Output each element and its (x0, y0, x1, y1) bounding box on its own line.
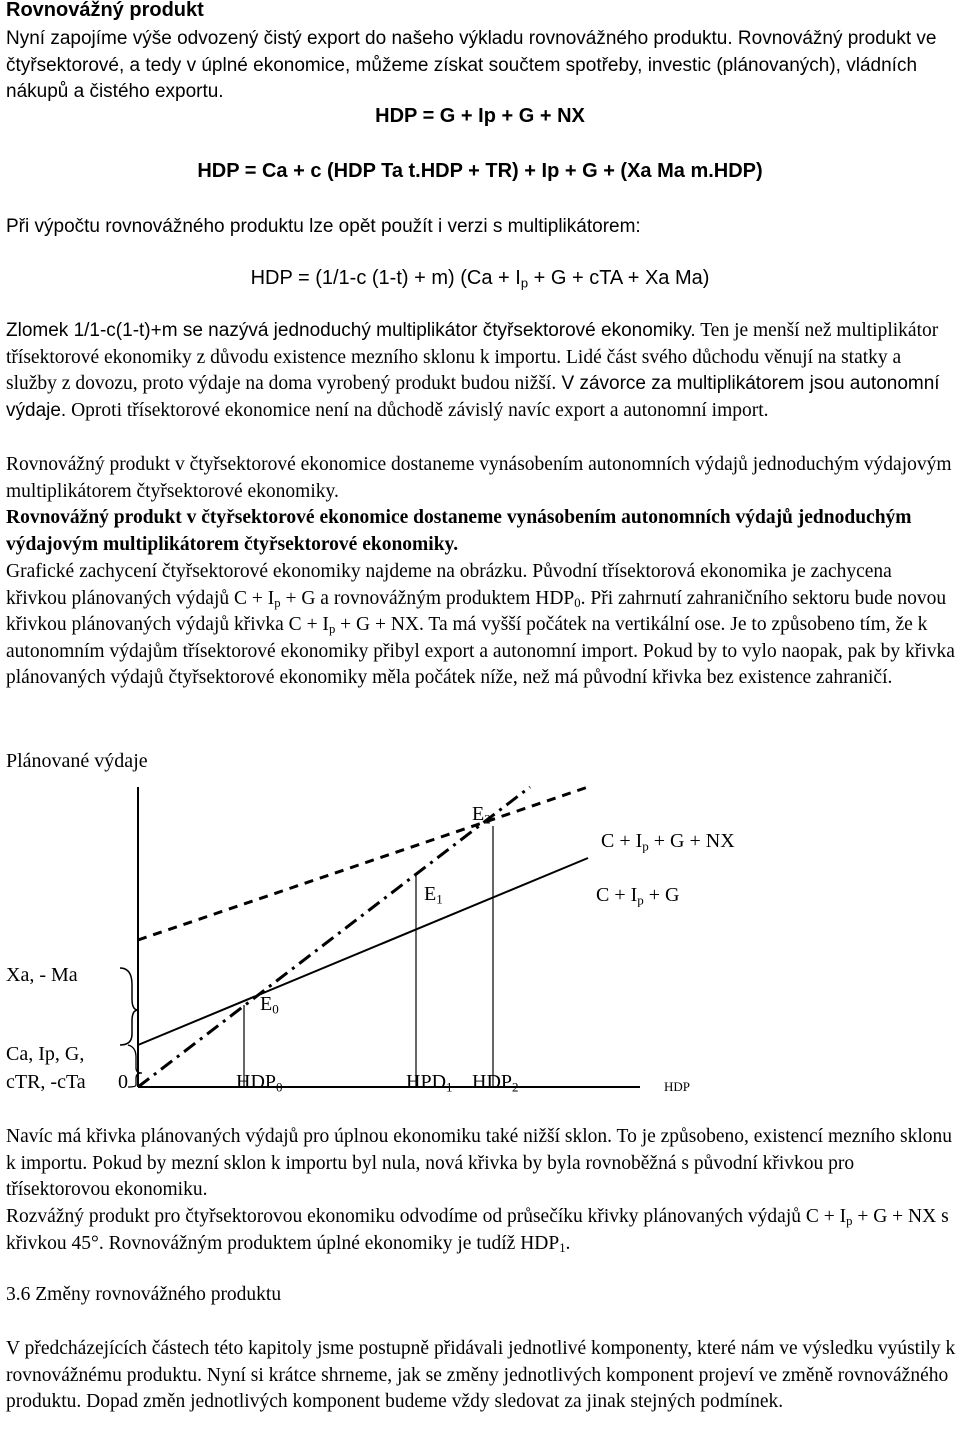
text-run: HPD (406, 1071, 447, 1093)
text-run: Lidé část svého důchodu věnují na statky a služby z dovozu, proto výdaje na doma vyrobený produkt budou nižší. (6, 346, 902, 394)
text-run: Rozvážný produkt pro čtyřsektorovou ekonomiku odvodíme od průsečíku křivky plánovaných výdajů C + I (6, 1206, 847, 1227)
text-run: Navíc má křivka plánovaných výdajů pro úplnou ekonomiku také nižší sklon. (6, 1126, 612, 1147)
text-run: HDP (472, 1071, 513, 1093)
subscript: 2 (484, 811, 491, 827)
text-run: . (565, 1232, 571, 1254)
subscript: 2 (512, 1079, 519, 1095)
point-e1-label (424, 883, 443, 906)
subscript: p (642, 838, 649, 854)
subscript: 0 (574, 595, 581, 610)
text-run: C + I (601, 830, 643, 852)
text-run: Pokud by to vylo naopak, pak by křivka plánovaných výdajů čtyřsektorové ekonomiky měla počátek níže, než má původní křivka bez existence zahraničí. (6, 640, 955, 688)
point-letter: E (424, 883, 437, 905)
x-tick-hpd1 (406, 1071, 453, 1094)
equilibrium-derivation-paragraph (6, 1204, 956, 1257)
section-heading: 3.6 Změny rovnovážného produktu (6, 1284, 282, 1305)
subscript: 0 (272, 1001, 279, 1017)
subscript: p (846, 1214, 853, 1229)
subscript: p (274, 595, 281, 610)
point-e2-label (472, 803, 491, 826)
text-run: V závorce za multiplikátorem jsou autonomní výdaje. (6, 373, 940, 421)
diagram-x-label: HDP (664, 1079, 691, 1094)
origin-label: 0 (118, 1071, 128, 1093)
text-run: + G + NX (648, 830, 735, 852)
text-run: To je způsobeno, existencí mezního sklonu k importu. (6, 1126, 953, 1174)
final-paragraph: V předcházejících částech této kapitoly jsme postupně přidávali jednotlivé komponenty, které nám ve výsledku vyústily k rovnovážnému produktu. Nyní si krátce shrneme, jak se změny jednotlivých komponent projeví ve změně rovnovážného produktu. Dopad změn jednotlivých komponent budeme vždy sledovat za jinak stejných podmínek. (6, 1338, 956, 1412)
text-run: + G + NX. (335, 614, 424, 635)
intro-paragraph: Nyní zapojíme výše odvozený čistý export do našeho výkladu rovnovážného produktu. Rovnovážný produkt ve čtyřsektorové, a tedy v úplné ekonomice, můžeme získat součtem spotřeby, investic (plánovaných), vládních nákupů a čistého exportu. (6, 28, 937, 102)
multiplier-intro-paragraph: Při výpočtu rovnovážného produktu lze opět použít i verzi s multiplikátorem: (6, 216, 641, 237)
equilibrium-paragraph-bold: Rovnovážný produkt v čtyřsektorové ekonomice dostaneme vynásobením autonomních výdajů jednoduchým výdajovým multiplikátorem čtyřsektorové ekonomiky. (6, 507, 912, 555)
section-title: Rovnovážný produkt (6, 0, 204, 21)
text-run: . (580, 587, 586, 609)
text-run: + G + NX s křivkou 45°. (6, 1206, 949, 1254)
curve-c-ip-g-nx-label (601, 830, 735, 853)
text-run: Pokud by mezní sklon k importu byl nula, nová křivka by byla rovnoběžná s původní křivkou pro třísektorovou ekonomiku. (6, 1152, 855, 1200)
text-run: HDP (236, 1071, 277, 1093)
text-run: Je to způsobeno tím, že k autonomním výdajům třísektorové ekonomiky přibyl export a autonomní import. (6, 614, 928, 662)
equilibrium-paragraph: Rovnovážný produkt v čtyřsektorové ekonomice dostaneme vynásobením autonomních výdajů jednoduchým výdajovým multiplikátorem čtyřsektorové ekonomiky. (6, 454, 952, 502)
point-letter: E (472, 803, 485, 825)
text-run: Zlomek 1/1-c(1-t)+m se nazývá jednoduchý multiplikátor čtyřsektorové ekonomiky. (6, 320, 696, 341)
line-45-degree (138, 787, 530, 1087)
x-tick-hdp0 (236, 1071, 283, 1094)
subscript: p (637, 892, 644, 908)
curve-c-ip-g (138, 858, 588, 1045)
equation-hdp-sum: HDP = G + Ip + G + NX (375, 105, 585, 127)
subscript: 1 (436, 891, 443, 907)
subscript: p (328, 622, 336, 637)
brace-autonomous-label-1: Ca, Ip, G, (6, 1043, 85, 1065)
text-run: C + I (596, 884, 638, 906)
equation-multiplier-part: + G + cTA + Xa Ma) (528, 267, 710, 289)
slope-paragraph (6, 1124, 956, 1204)
equation-multiplier-part: HDP = (1/1-c (1-t) + m) (Ca + I (250, 267, 521, 289)
x-tick-hdp2 (472, 1071, 519, 1094)
curve-c-ip-g-label (596, 884, 680, 907)
text-run: Ta má vyšší počátek na vertikální ose. (423, 614, 726, 635)
brace-autonomous (128, 1045, 142, 1087)
point-e0-label (260, 993, 279, 1016)
brace-xa-ma (120, 968, 138, 1045)
brace-xa-ma-label: Xa, - Ma (6, 964, 78, 986)
text-run: + G (643, 884, 680, 906)
equation-hdp-expanded: HDP = Ca + c (HDP Ta t.HDP + TR) + Ip + G + (Xa Ma m.HDP) (197, 160, 763, 182)
diagram-y-label: Plánované výdaje (6, 750, 148, 772)
subscript: 1 (446, 1079, 453, 1095)
subscript: 1 (559, 1240, 566, 1255)
point-letter: E (260, 993, 273, 1015)
text-run: Ten je menší než multiplikátor třísektorové ekonomiky z důvodu existence mezního sklonu k importu. (6, 320, 939, 368)
text-run: Oproti třísektorové ekonomice není na důchodě závislý navíc export a autonomní import. (66, 399, 769, 421)
text-run: + G a rovnovážným produktem HDP (280, 587, 575, 609)
subscript: p (520, 275, 529, 291)
subscript: 0 (276, 1079, 283, 1095)
curve-c-ip-g-nx (138, 787, 588, 940)
text-run: Rovnovážným produktem úplné ekonomiky je tudíž HDP (103, 1232, 560, 1254)
text-run: Grafické zachycení čtyřsektorové ekonomiky najdeme na obrázku. (6, 561, 528, 582)
text-run: Při zahrnutí zahraničního sektoru bude novou křivkou plánovaných výdajů křivka C + I (6, 587, 947, 635)
text-run: Původní třísektorová ekonomika je zachycena křivkou plánovaných výdajů C + I (6, 561, 892, 609)
brace-autonomous-label-2: cTR, -cTa (6, 1071, 86, 1093)
